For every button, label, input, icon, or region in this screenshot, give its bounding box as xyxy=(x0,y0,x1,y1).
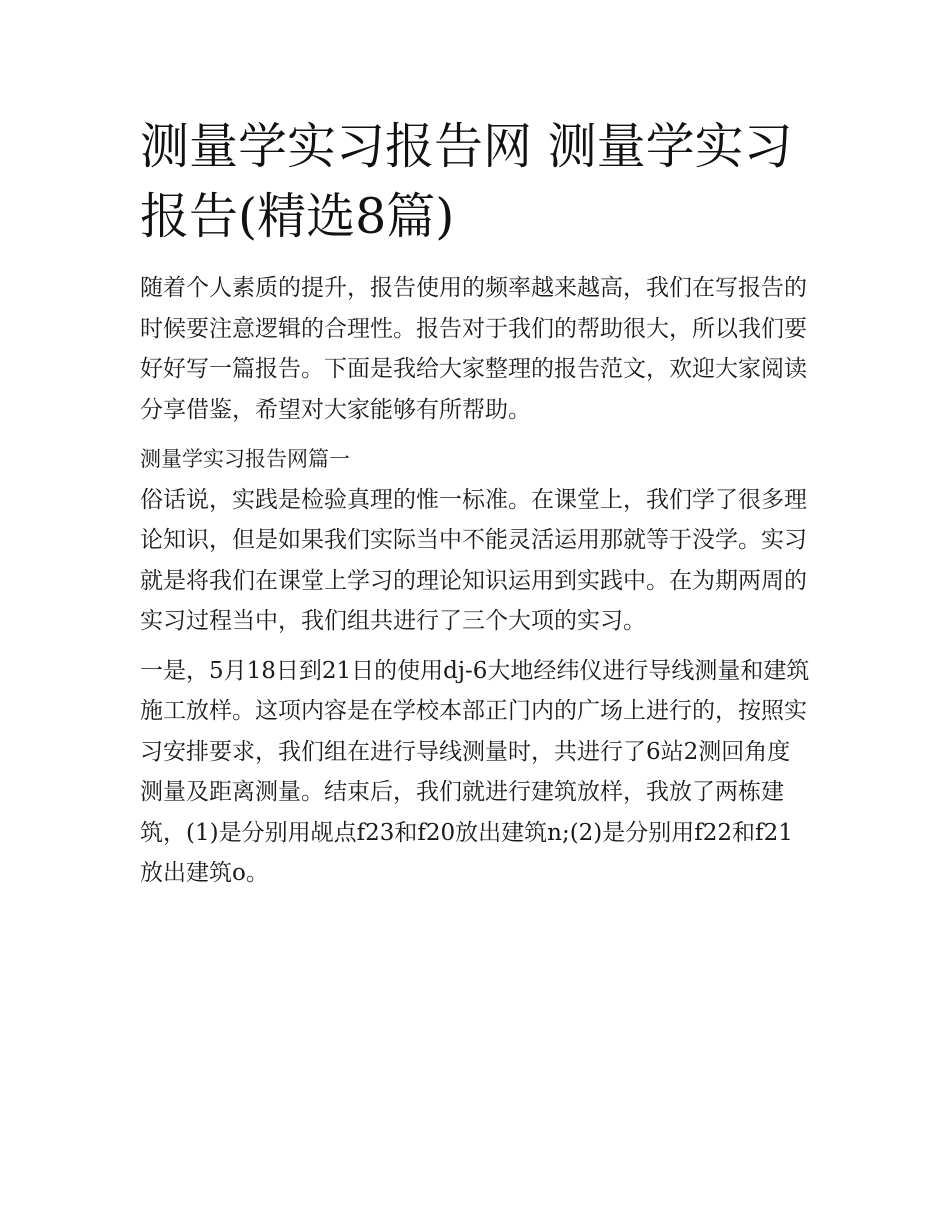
body-paragraph-2: 一是，5月18日到21日的使用dj-6大地经纬仪进行导线测量和建筑施工放样。这项内容是在学校本部正门内的广场上进行的，按照实习安排要求，我们组在进行导线测量时，共进行了6站2测回角度测量及距离测量。结束后，我们就进行建筑放样，我放了两栋建筑，(1)是分别用觇点f23和f20放出建筑n;(2)是分别用f22和f21放出建筑o。 xyxy=(140,657,810,886)
body-paragraph-1: 俗话说，实践是检验真理的惟一标准。在课堂上，我们学了很多理论知识，但是如果我们实际当中不能灵活运用那就等于没学。实习就是将我们在课堂上学习的理论知识运用到实践中。在为期两周的实习过程当中，我们组共进行了三个大项的实习。 xyxy=(140,486,807,634)
intro-paragraph: 随着个人素质的提升，报告使用的频率越来越高，我们在写报告的时候要注意逻辑的合理性。报告对于我们的帮助很大，所以我们要好好写一篇报告。下面是我给大家整理的报告范文，欢迎大家阅读分享借鉴，希望对大家能够有所帮助。 xyxy=(140,275,807,423)
section-heading: 测量学实习报告网篇一 xyxy=(140,447,350,471)
document-title: 测量学实习报告网 测量学实习报告(精选8篇) xyxy=(140,118,793,245)
document-body xyxy=(140,112,812,894)
